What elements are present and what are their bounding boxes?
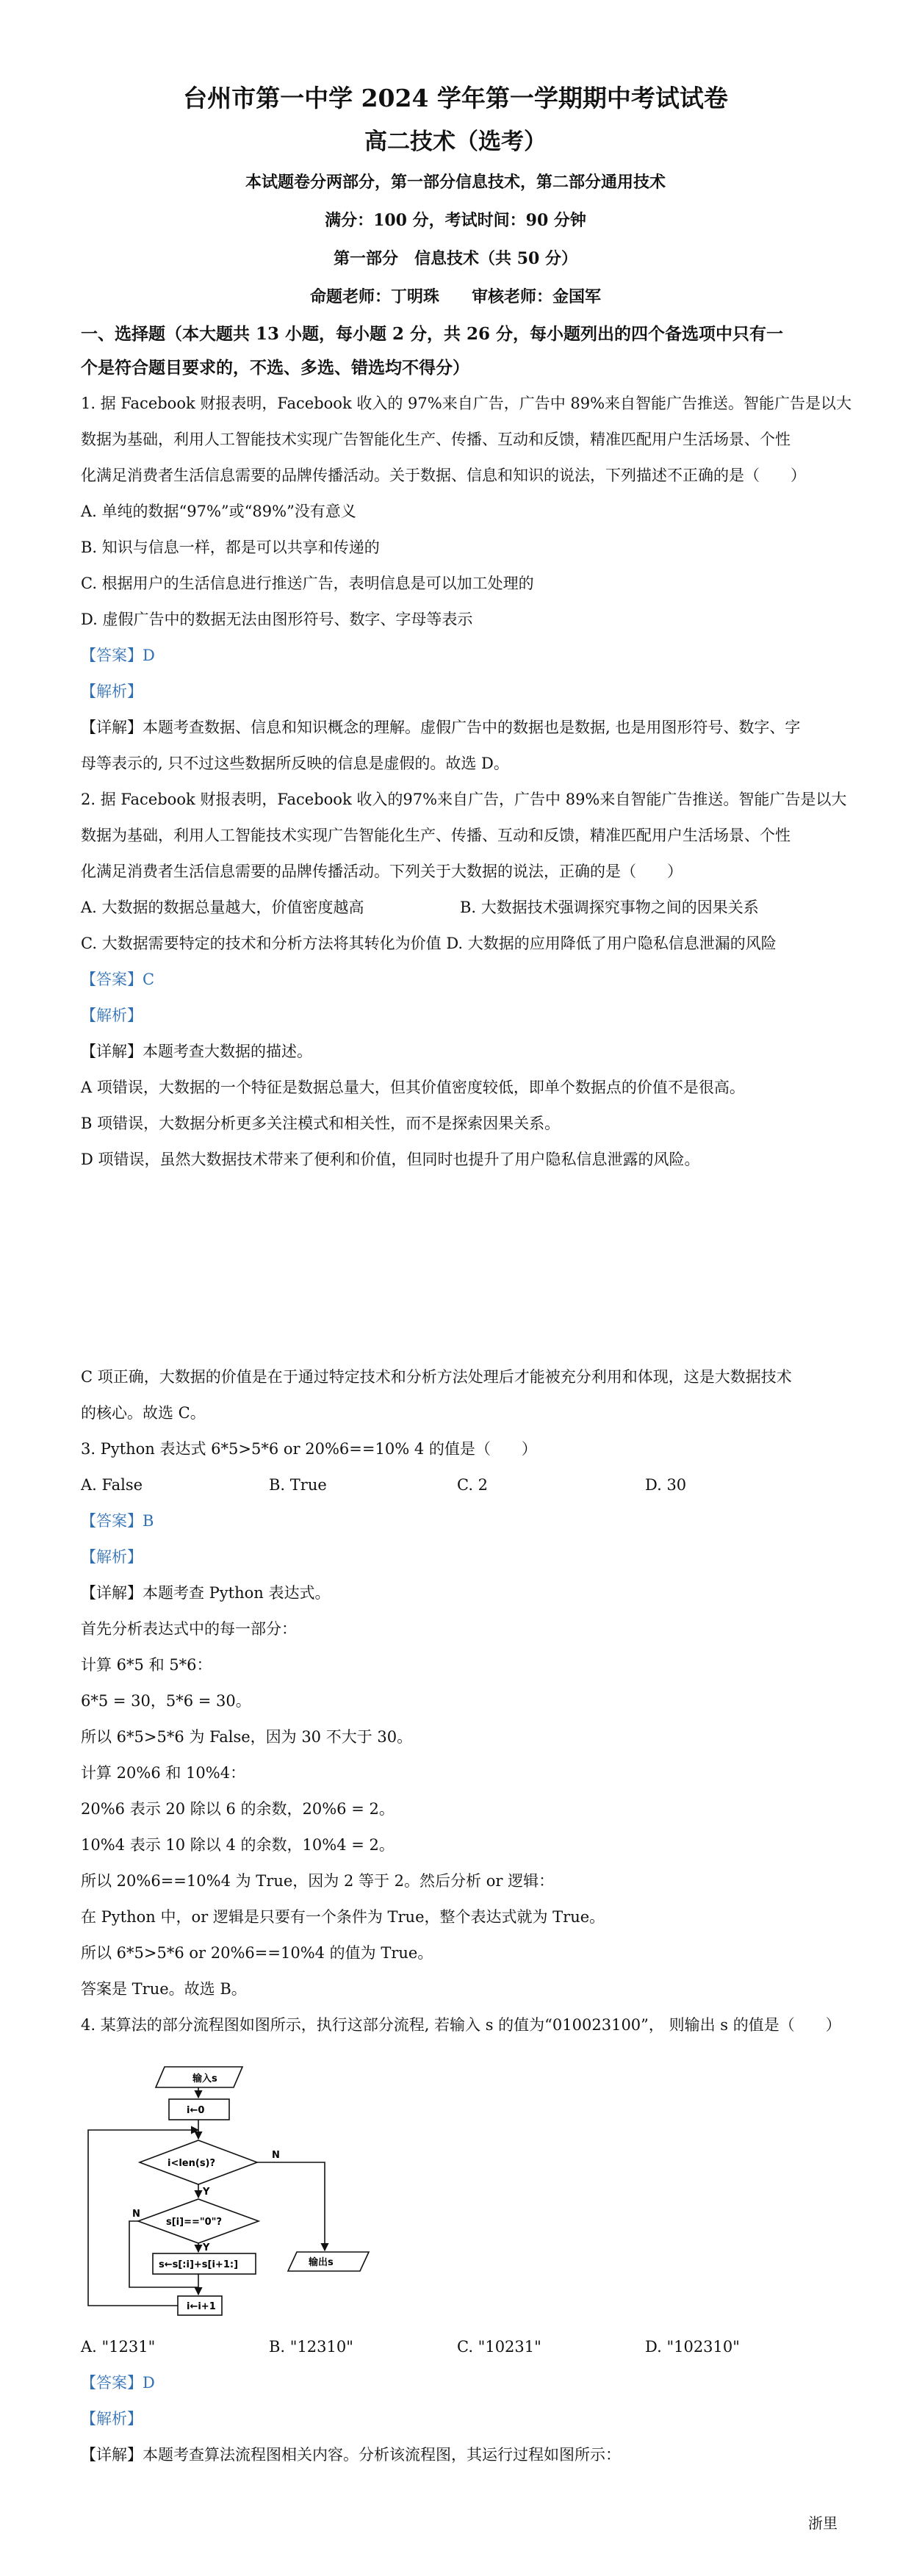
q3-detail: 【详解】本题考查 Python 表达式。 xyxy=(81,1584,331,1602)
q4-detail: 【详解】本题考查算法流程图相关内容。分析该流程图，其运行过程如图所示： xyxy=(81,2446,621,2464)
q4-option-b: B. "12310" xyxy=(269,2338,353,2356)
q3-stem: 3. Python 表达式 6*5>5*6 or 20%6==10% 4 的值是（ ） xyxy=(81,1440,537,1458)
q2-explain-a: A 项错误，大数据的一个特征是数据总量大，但其价值密度较低，即单个数据点的价值不是很高。 xyxy=(81,1079,745,1096)
flow-output-label: 输出s xyxy=(309,2257,334,2268)
q1-detail-line1: 【详解】本题考查数据、信息和知识概念的理解。虚假广告中的数据也是数据, 也是用图形符号、数字、字 xyxy=(81,719,801,736)
q2-stem-line1: 2. 据 Facebook 财报表明，Facebook 收入的97%来自广告，广告中 89%来自智能广告推送。智能广告是以大 xyxy=(81,791,847,808)
q2-option-b: B. 大数据技术强调探究事物之间的因果关系 xyxy=(460,899,759,916)
q3-option-d: D. 30 xyxy=(645,1476,687,1494)
q3-step-1: 首先分析表达式中的每一部分： xyxy=(81,1620,297,1638)
q2-stem-line2: 数据为基础，利用人工智能技术实现广告智能化生产、传播、互动和反馈，精准匹配用户生活场景、个性 xyxy=(81,827,791,844)
q1-stem-line1: 1. 据 Facebook 财报表明，Facebook 收入的 97%来自广告，广告中 89%来自智能广告推送。智能广告是以大 xyxy=(81,395,852,412)
q1-option-a: A. 单纯的数据“97%”或“89%”没有意义 xyxy=(81,503,356,520)
q3-step-5: 计算 20%6 和 10%4： xyxy=(81,1764,246,1782)
flow-cond2-label: s[i]=="0"? xyxy=(166,2217,222,2228)
q4-option-d: D. "102310" xyxy=(645,2338,740,2356)
q2-explain-b: B 项错误，大数据分析更多关注模式和相关性，而不是探索因果关系。 xyxy=(81,1115,561,1132)
q3-step-8: 所以 20%6==10%4 为 True，因为 2 等于 2。然后分析 or 逻辑： xyxy=(81,1872,555,1890)
page-footer: 浙里 xyxy=(808,2514,838,2532)
q2-answer: 【答案】C xyxy=(81,971,155,988)
exam-title: 台州市第一中学 2024 学年第一学期期中考试试卷 xyxy=(183,84,728,112)
exam-info-parts: 本试题卷分两部分，第一部分信息技术，第二部分通用技术 xyxy=(245,173,666,192)
q2-explain-c-line1: C 项正确，大数据的价值是在于通过特定技术和分析方法处理后才能被充分利用和体现，这是大数据技术 xyxy=(81,1368,792,1386)
flow-input-label: 输入s xyxy=(192,2073,217,2084)
q2-option-a: A. 大数据的数据总量越大，价值密度越高 xyxy=(81,899,364,916)
q1-stem-line2: 数据为基础，利用人工智能技术实现广告智能化生产、传播、互动和反馈，精准匹配用户生活场景、个性 xyxy=(81,431,791,448)
q3-answer: 【答案】B xyxy=(81,1512,154,1530)
q1-option-c: C. 根据用户的生活信息进行推送广告，表明信息是可以加工处理的 xyxy=(81,575,534,592)
q2-option-cd: C. 大数据需要特定的技术和分析方法将其转化为价值 D. 大数据的应用降低了用户隐私信息泄漏的风险 xyxy=(81,935,777,952)
q1-analysis-label: 【解析】 xyxy=(81,683,143,700)
q3-step-9: 在 Python 中，or 逻辑是只要有一个条件为 True，整个表达式就为 True。 xyxy=(81,1908,605,1926)
exam-info-score: 满分：100 分，考试时间：90 分钟 xyxy=(325,211,586,230)
q1-detail-line2: 母等表示的, 只不过这些数据所反映的信息是虚假的。故选 D。 xyxy=(81,755,509,772)
q2-analysis-label: 【解析】 xyxy=(81,1007,143,1024)
q1-option-b: B. 知识与信息一样，都是可以共享和传递的 xyxy=(81,539,380,556)
flow-init-label: i←0 xyxy=(187,2105,205,2116)
q2-explain-d: D 项错误，虽然大数据技术带来了便利和价值，但同时也提升了用户隐私信息泄露的风险。 xyxy=(81,1151,700,1168)
q3-step-7: 10%4 表示 10 除以 4 的余数，10%4 = 2。 xyxy=(81,1836,395,1854)
q2-explain-c-line2: 的核心。故选 C。 xyxy=(81,1404,206,1422)
q3-step-4: 所以 6*5>5*6 为 False，因为 30 不大于 30。 xyxy=(81,1728,413,1746)
part-heading: 第一部分 信息技术（共 50 分） xyxy=(334,249,577,268)
q3-step-2: 计算 6*5 和 5*6： xyxy=(81,1656,212,1674)
q4-flowchart xyxy=(82,2061,391,2325)
flow-cond2-yes: Y xyxy=(203,2242,210,2253)
q3-option-a: A. False xyxy=(81,1476,143,1494)
q4-answer: 【答案】D xyxy=(81,2374,155,2392)
q3-step-6: 20%6 表示 20 除以 6 的余数，20%6 = 2。 xyxy=(81,1800,395,1818)
q4-stem: 4. 某算法的部分流程图如图所示，执行这部分流程, 若输入 s 的值为“010023100”， 则输出 s 的值是（ ） xyxy=(81,2016,841,2034)
q1-stem-line3: 化满足消费者生活信息需要的品牌传播活动。关于数据、信息和知识的说法，下列描述不正确的是（ ） xyxy=(81,467,806,484)
flow-cond1-label: i<len(s)? xyxy=(168,2158,216,2169)
q3-step-11: 答案是 True。故选 B。 xyxy=(81,1980,247,1998)
q4-analysis-label: 【解析】 xyxy=(81,2410,143,2428)
section-heading-line2: 个是符合题目要求的，不选、多选、错选均不得分） xyxy=(81,358,469,378)
flow-cond1-no: N xyxy=(272,2150,280,2161)
q3-analysis-label: 【解析】 xyxy=(81,1548,143,1566)
q2-detail: 【详解】本题考查大数据的描述。 xyxy=(81,1043,312,1060)
section-heading-line1: 一、选择题（本大题共 13 小题，每小题 2 分，共 26 分，每小题列出的四个备选项中只有一 xyxy=(81,324,784,344)
q2-stem-line3: 化满足消费者生活信息需要的品牌传播活动。下列关于大数据的说法，正确的是（ ） xyxy=(81,863,683,880)
exam-subtitle: 高二技术（选考） xyxy=(364,129,547,155)
q3-step-10: 所以 6*5>5*6 or 20%6==10%4 的值为 True。 xyxy=(81,1944,433,1962)
flow-cond2-no: N xyxy=(132,2209,140,2220)
flow-assign-label: s←s[:i]+s[i+1:] xyxy=(159,2259,239,2270)
flow-cond1-yes: Y xyxy=(203,2187,210,2198)
q3-option-b: B. True xyxy=(269,1476,327,1494)
q3-step-3: 6*5 = 30，5*6 = 30。 xyxy=(81,1692,251,1710)
q4-option-c: C. "10231" xyxy=(457,2338,541,2356)
q1-option-d: D. 虚假广告中的数据无法由图形符号、数字、字母等表示 xyxy=(81,611,473,628)
q3-option-c: C. 2 xyxy=(457,1476,489,1494)
q4-option-a: A. "1231" xyxy=(81,2338,156,2356)
flow-inc-label: i←i+1 xyxy=(187,2301,216,2312)
teachers-line: 命题老师：丁明珠 审核老师：金国军 xyxy=(309,287,601,306)
q1-answer: 【答案】D xyxy=(81,647,155,664)
